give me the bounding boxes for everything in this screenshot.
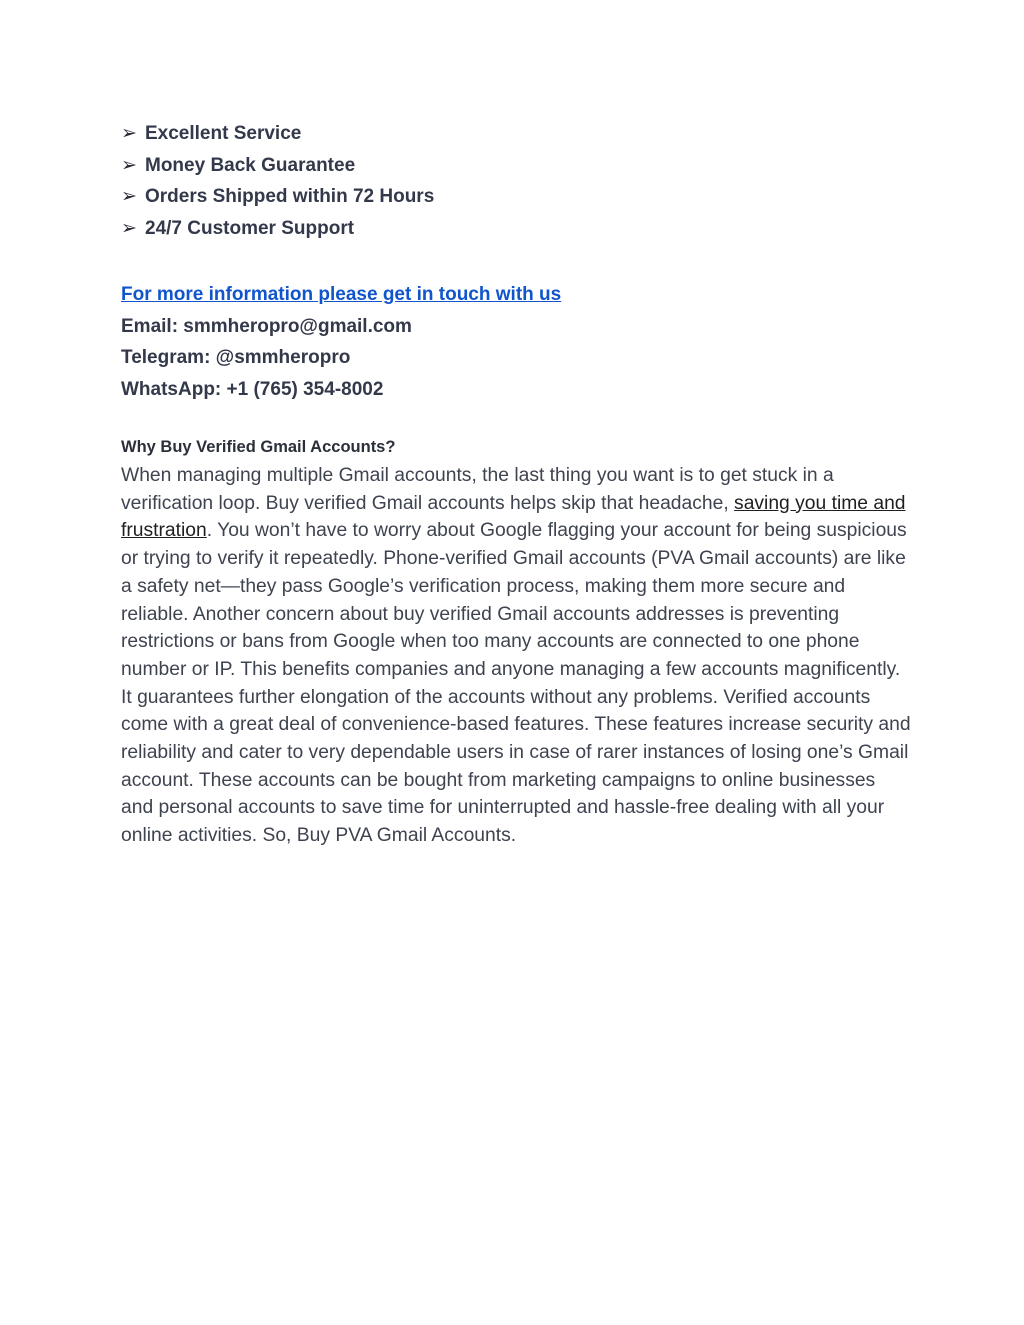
arrow-bullet-icon: ➢ — [121, 123, 137, 144]
feature-item — [121, 213, 911, 245]
feature-list — [121, 118, 911, 244]
feature-label: Excellent Service — [145, 123, 302, 144]
feature-label: Money Back Guarantee — [145, 154, 356, 176]
arrow-bullet-icon: ➢ — [121, 186, 137, 207]
feature-item — [121, 181, 911, 213]
feature-label: Orders Shipped within 72 Hours — [145, 186, 435, 207]
feature-label: 24/7 Customer Support — [145, 217, 355, 239]
contact-email: Email: smmheropro@gmail.com — [121, 315, 412, 337]
paragraph-text-end: . You won’t have to worry about Google flagging your account for being suspicious or trying to verify it repeatedly. Phone-verified Gmail accounts (PVA Gmail accounts) are like a safety net—they pass Google’s verification process, making them more secure and reliable. Another concern about buy verified Gmail accounts addresses is preventing restrictions or bans from Google when too many accounts are connected to one phone number or IP. This benefits companies and anyone managing a few accounts magnificently. It guarantees further elongation of the accounts without any problems. Verified accounts come with a great deal of convenience-based features. These features increase security and reliability and cater to very dependable users in case of rarer instances of losing one’s Gmail account. These accounts can be bought from marketing campaigns to online businesses and personal accounts to save time for uninterrupted and hassle-free dealing with all your online activities. So, Buy PVA Gmail Accounts. — [121, 520, 911, 847]
saving-time-link[interactable]: saving you time and frustration — [121, 492, 906, 542]
arrow-bullet-icon: ➢ — [121, 217, 137, 239]
feature-item — [121, 150, 911, 182]
feature-item — [121, 118, 911, 150]
contact-block — [121, 279, 911, 405]
section-heading: Why Buy Verified Gmail Accounts? — [121, 438, 396, 456]
paragraph-text-start: When managing multiple Gmail accounts, the last thing you want is to get stuck in a verification loop. Buy verified Gmail accounts helps skip that headache, — [121, 465, 834, 514]
contact-info-link[interactable]: For more information please get in touch with us — [121, 284, 562, 305]
arrow-bullet-icon: ➢ — [121, 154, 137, 176]
document-page — [121, 118, 911, 869]
contact-telegram: Telegram: @smmheropro — [121, 347, 351, 368]
section-paragraph — [121, 462, 911, 850]
contact-link-line — [121, 279, 911, 311]
contact-whatsapp: WhatsApp: +1 (765) 354-8002 — [121, 378, 384, 400]
